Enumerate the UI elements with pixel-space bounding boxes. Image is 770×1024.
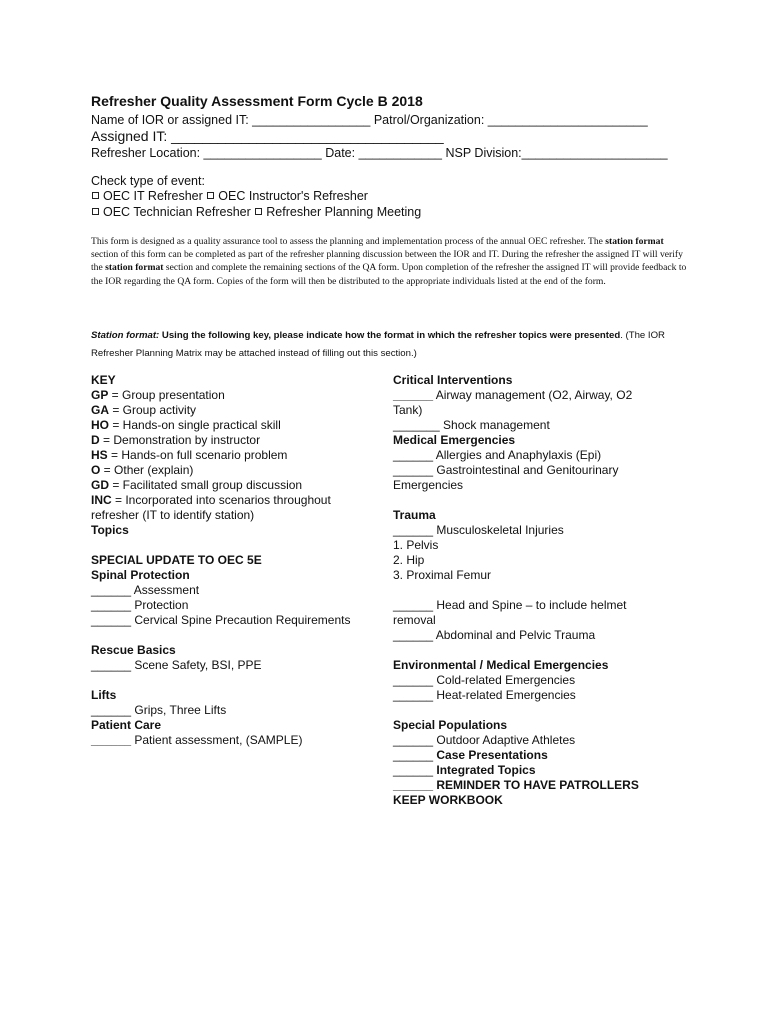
event-type-row-1: [91, 189, 368, 203]
topic-line[interactable]: ______ Outdoor Adaptive Athletes: [393, 733, 576, 747]
topic-line[interactable]: ______ Case Presentations: [393, 748, 548, 762]
topics-heading: Topics: [91, 523, 129, 537]
key-heading: KEY: [91, 373, 116, 387]
topic-line[interactable]: ______ Cold-related Emergencies: [393, 673, 576, 687]
rescue-basics-heading: Rescue Basics: [91, 643, 176, 657]
station-format-instructions: Station format: Using the following key, please indicate how the format in which the refresher topics were presented. (The IOR Refresher Planning Matrix may be attached instead of filling out this section.): [91, 330, 665, 359]
topic-line[interactable]: ______ Airway management (O2, Airway, O2: [393, 388, 633, 402]
list-item: 3. Proximal Femur: [393, 568, 492, 582]
topic-line[interactable]: ______ Grips, Three Lifts: [91, 703, 227, 717]
critical-interventions-heading: Critical Interventions: [393, 373, 513, 387]
option-instructor-refresher: OEC Instructor's Refresher: [218, 189, 368, 203]
key-item-continuation: refresher (IT to identify station): [91, 508, 255, 522]
assigned-it-line: Assigned IT: ___________________________________: [91, 128, 444, 144]
key-item: GA = Group activity: [91, 403, 197, 417]
checkbox-oec-it-refresher[interactable]: [92, 192, 99, 199]
location-date-division-line: Refresher Location: _________________ Date: ____________ NSP Division:_____________________: [91, 146, 668, 160]
topic-line[interactable]: ______ Protection: [91, 598, 189, 612]
form-title: Refresher Quality Assessment Form Cycle B 2018: [91, 93, 423, 109]
ior-patrol-line: Name of IOR or assigned IT: _________________ Patrol/Organization: _______________________: [91, 113, 648, 127]
event-type-label: Check type of event:: [91, 174, 205, 188]
topic-line[interactable]: ______ Allergies and Anaphylaxis (Epi): [393, 448, 602, 462]
left-column: [91, 373, 381, 748]
option-technician-refresher: OEC Technician Refresher: [103, 205, 251, 219]
topic-line-continuation: KEEP WORKBOOK: [393, 793, 503, 807]
key-item: D = Demonstration by instructor: [91, 433, 261, 447]
list-item: 1. Pelvis: [393, 538, 439, 552]
topic-line[interactable]: ______ Heat-related Emergencies: [393, 688, 576, 702]
trauma-heading: Trauma: [393, 508, 436, 522]
topic-line[interactable]: ______ Abdominal and Pelvic Trauma: [393, 628, 596, 642]
option-planning-meeting: Refresher Planning Meeting: [266, 205, 422, 219]
checkbox-technician-refresher[interactable]: [92, 208, 99, 215]
lifts-heading: Lifts: [91, 688, 117, 702]
key-item: HO = Hands-on single practical skill: [91, 418, 281, 432]
topic-line[interactable]: ______ Patient assessment, (SAMPLE): [91, 733, 303, 747]
list-item: 2. Hip: [393, 553, 425, 567]
spinal-protection-heading: Spinal Protection: [91, 568, 190, 582]
key-item: INC = Incorporated into scenarios throughout: [91, 493, 331, 507]
option-oec-it-refresher: OEC IT Refresher: [103, 189, 203, 203]
topic-line[interactable]: ______ REMINDER TO HAVE PATROLLERS: [393, 778, 639, 792]
topic-line[interactable]: _______ Shock management: [393, 418, 550, 432]
medical-emergencies-heading: Medical Emergencies: [393, 433, 516, 447]
topic-line[interactable]: ______ Gastrointestinal and Genitourinary: [393, 463, 619, 477]
environmental-heading: Environmental / Medical Emergencies: [393, 658, 609, 672]
key-item: GP = Group presentation: [91, 388, 225, 402]
topic-line[interactable]: ______ Integrated Topics: [393, 763, 536, 777]
topic-line[interactable]: ______ Assessment: [91, 583, 200, 597]
key-item: GD = Facilitated small group discussion: [91, 478, 303, 492]
topic-line[interactable]: ______ Scene Safety, BSI, PPE: [91, 658, 262, 672]
right-column: [393, 373, 663, 808]
key-item: O = Other (explain): [91, 463, 194, 477]
topic-line[interactable]: ______ Cervical Spine Precaution Requirements: [91, 613, 351, 627]
special-populations-heading: Special Populations: [393, 718, 508, 732]
key-item: HS = Hands-on full scenario problem: [91, 448, 288, 462]
form-description: This form is designed as a quality assurance tool to assess the planning and implementation process of the annual OEC refresher. The station format section of this form can be completed as part of the refresher planning discussion between the IOR and IT. During the refresher the assigned IT will verify the station format section and complete the remaining sections of the QA form. Upon completion of the refresher the assigned IT will provide feedback to the IOR regarding the QA form. Copies of the form will then be distributed to the appropriate individuals listed at the end of the form.: [91, 236, 687, 287]
patient-care-heading: Patient Care: [91, 718, 162, 732]
checkbox-planning-meeting[interactable]: [255, 208, 262, 215]
special-update-heading: SPECIAL UPDATE TO OEC 5E: [91, 553, 262, 567]
event-type-row-2: [91, 205, 421, 219]
topic-line[interactable]: ______ Musculoskeletal Injuries: [393, 523, 564, 537]
topic-line[interactable]: ______ Head and Spine – to include helmet: [393, 598, 627, 612]
topic-line-continuation: Tank): [393, 403, 423, 417]
topic-line-continuation: Emergencies: [393, 478, 464, 492]
checkbox-instructor-refresher[interactable]: [207, 192, 214, 199]
topic-line-continuation: removal: [393, 613, 436, 627]
